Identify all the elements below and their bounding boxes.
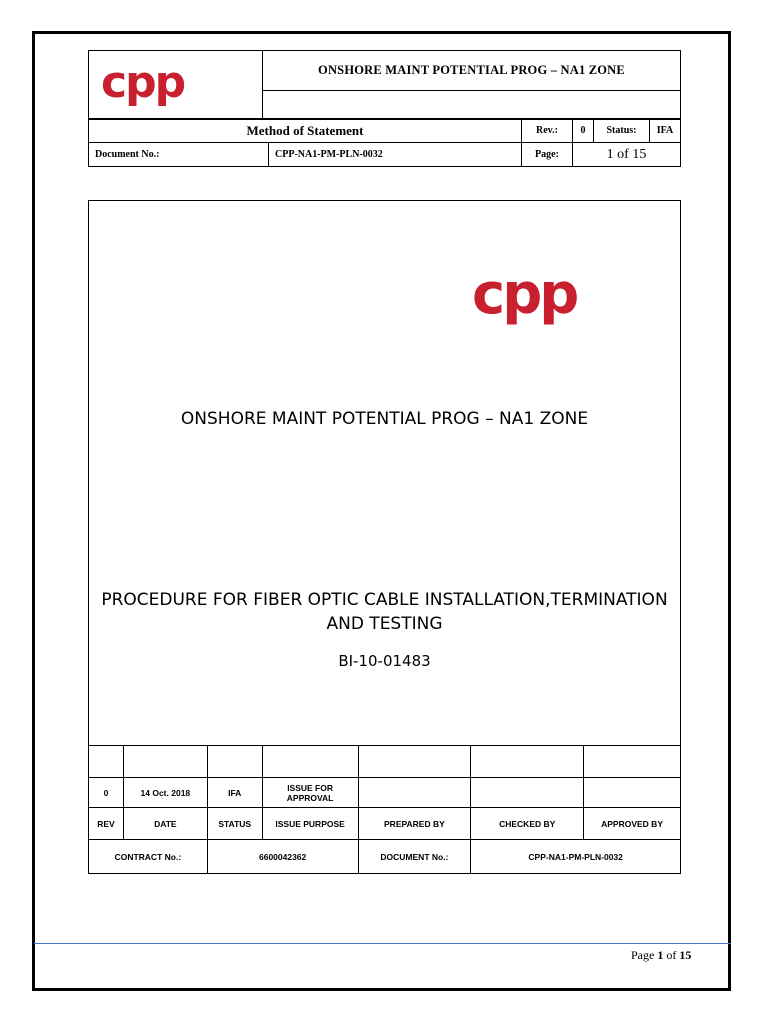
doc-no-value: CPP-NA1-PM-PLN-0032 <box>269 143 522 167</box>
contract-label: CONTRACT No.: <box>89 840 208 874</box>
svg-text:cpp: cpp <box>472 269 577 325</box>
doc-type: Method of Statement <box>89 119 522 143</box>
header-table <box>88 50 681 120</box>
header-project-title: ONSHORE MAINT POTENTIAL PROG – NA1 ZONE <box>263 51 681 91</box>
cover-procedure-line1: PROCEDURE FOR FIBER OPTIC CABLE INSTALLATION,TERMINATION <box>101 590 668 610</box>
cpp-logo <box>101 63 221 107</box>
header-meta-table <box>88 118 681 167</box>
header-rev: REV <box>89 808 124 840</box>
cover-reference: BI-10-01483 <box>338 652 431 670</box>
status-value: IFA <box>650 119 681 143</box>
header-issue-purpose: ISSUE PURPOSE <box>262 808 358 840</box>
contract-row <box>89 840 681 874</box>
document-value: CPP-NA1-PM-PLN-0032 <box>471 840 681 874</box>
doc-no-label: Document No.: <box>89 143 269 167</box>
header-prepared-by: PREPARED BY <box>358 808 471 840</box>
date-cell: 14 Oct. 2018 <box>123 778 207 808</box>
page-label: Page: <box>522 143 573 167</box>
header-approved-by: APPROVED BY <box>584 808 681 840</box>
cover-cpp-logo <box>472 269 602 325</box>
cover-project-title: ONSHORE MAINT POTENTIAL PROG – NA1 ZONE <box>180 409 589 429</box>
revision-header-row <box>89 808 681 840</box>
footer-rule <box>34 943 731 944</box>
contract-value: 6600042362 <box>207 840 358 874</box>
svg-text:cpp: cpp <box>101 63 185 107</box>
revision-blank-row <box>89 746 681 778</box>
rev-label: Rev.: <box>522 119 573 143</box>
status-label: Status: <box>594 119 650 143</box>
header-status: STATUS <box>207 808 262 840</box>
purpose-cell: ISSUE FOR APPROVAL <box>262 778 358 808</box>
header-logo-cell <box>89 51 263 120</box>
page-value: 1 of 15 <box>573 143 681 167</box>
header-blank-cell <box>263 90 681 119</box>
footer-page-number: Page 1 of 15 <box>631 948 692 962</box>
status-cell: IFA <box>207 778 262 808</box>
rev-cell: 0 <box>89 778 124 808</box>
header-checked-by: CHECKED BY <box>471 808 584 840</box>
rev-value: 0 <box>573 119 594 143</box>
cover-procedure-line2: AND TESTING <box>326 614 443 634</box>
revision-row <box>89 778 681 808</box>
document-label: DOCUMENT No.: <box>358 840 471 874</box>
revision-table <box>88 745 681 874</box>
header-date: DATE <box>123 808 207 840</box>
